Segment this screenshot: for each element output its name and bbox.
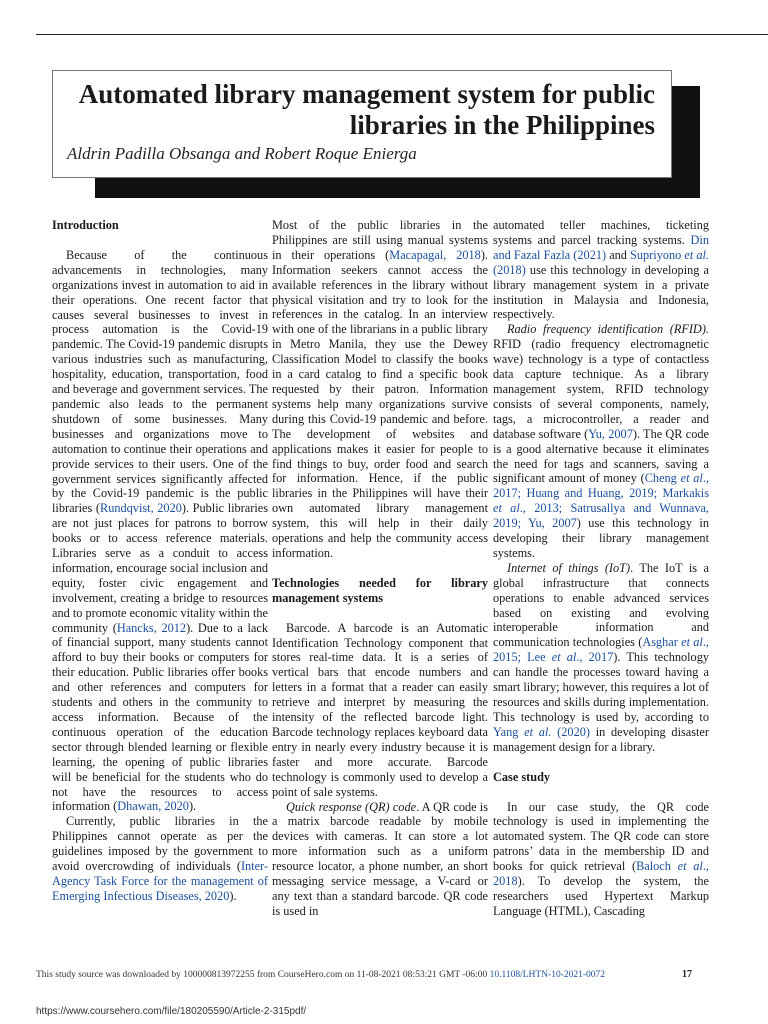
paragraph-case-study: In our case study, the QR code technology is used in implementing the automated system. The QR code can store patrons’ data in the membership ID and books for quick retrieval (Baloch et al., 2018). To develop the system, the researchers used Hypertext Markup Language (HTML), Cascading (493, 799, 709, 918)
source-url[interactable]: https://www.coursehero.com/file/180205590/Article-2-315pdf/ (36, 1006, 307, 1017)
citation-link[interactable]: Yang et al. (2020) (493, 724, 590, 739)
paragraph-intro-2: Currently, public libraries in the Philippines cannot operate as per the guidelines imposed by the government to avoid overcrowding of individuals (Inter-Agency Task Force for the management of Emerging Infectious Diseases, 2020). (52, 814, 268, 903)
citation-link[interactable]: Rundqvist, 2020 (100, 501, 182, 516)
doi-link[interactable]: 10.1108/LHTN-10-2021-0072 (489, 970, 606, 980)
column-1 (52, 218, 268, 904)
paragraph-manual-systems: Most of the public libraries in the Philippines are still using manual systems in their operations (Macapagal, 2018). Information seekers cannot access the available references in the library without physical visitation and try to look for the references in the catalog. In an interview with one of the librarians in a public library in Metro Manila, they use the Dewey Classification Model to classify the books in a card catalog to find a specific book requested by their patron. Information systems help many organizations survive during this Covid-19 pandemic and before. The development of websites and applications makes it easier for people to find things to buy, order food and search for information. Hence, if the public libraries in the Philippines will have their own automated library management system, this will help in their daily operations and help the community access information. (272, 218, 488, 560)
heading-technologies: Technologies needed for library management systems (272, 575, 488, 605)
page-number: 17 (682, 969, 692, 980)
citation-link[interactable]: Din and Fazal Fazla (2021) (493, 232, 709, 262)
column-3 (493, 218, 709, 919)
paragraph-intro-1: Because of the continuous advancements in technologies, many organizations invest in automation to aid in their operations. One recent factor that causes several businesses to invest in process automation is the Covid-19 pandemic. The Covid-19 pandemic disrupts various industries such as manufacturing, hospitality, education, transportation, food and beverage and government services. The pandemic also leads to the permanent shutdown of some businesses. Many businesses and organizations move to automation to continue their operations and provide services to their users. One of the government services significantly affected by the Covid-19 pandemic is the public libraries (Rundqvist, 2020). Public libraries are not just places for patrons to borrow books or to access reference materials. Libraries serve as a conduit to access information, encourage social inclusion and equity, foster civic engagement and involvement, creating a bridge to resources and to promote economic vitality within the community (Hancks, 2012). Due to a lack of financial support, many students cannot afford to buy their books or computers for their education. Public libraries offer books and other references and computers for students and others in the community to access information. Because of the continuous operation of the education sector through blended learning or flexible learning, the opening of public libraries will be beneficial for the students who do not have the resources to access information (Dhawan, 2020). (52, 247, 268, 814)
citation-link[interactable]: Hancks, 2012 (116, 620, 187, 635)
citation-link[interactable]: Cheng et al., 2017; Huang and Huang, 2019; Markakis et al., 2013; Satrusallya and Wunnava, 2019; Yu, 2007 (493, 471, 710, 531)
top-rule (36, 34, 768, 35)
citation-link[interactable]: Baloch et al., 2018 (493, 859, 709, 889)
citation-link[interactable]: Yu, 2007 (588, 426, 633, 441)
citation-link[interactable]: Inter-Agency Task Force for the management of Emerging Infectious Diseases, 2020 (52, 859, 268, 903)
paragraph-rfid: Radio frequency identification (RFID). RFID (radio frequency electromagnetic wave) technology is a type of contactless data capture technique. As a library management system, RFID technology consists of several components, namely, tags, a microcontroller, a reader and database software (Yu, 2007). The QR code is a good alternative because it eliminates the need for tags and scanners, saving a significant amount of money (Cheng et al., 2017; Huang and Huang, 2019; Markakis et al., 2013; Satrusallya and Wunnava, 2019; Yu, 2007) use this technology in developing their library management systems. (493, 322, 710, 560)
citation-link[interactable]: Supriyono et al. (2018) (493, 247, 709, 277)
citation-link[interactable]: Dhawan, 2020 (117, 799, 189, 814)
footer-download-note: This study source was downloaded by 100000813972255 from CourseHero.com on 11-08-2021 08:53:21 GMT -06:00 (36, 970, 488, 980)
heading-case-study: Case study (493, 769, 551, 784)
page-footer (36, 970, 694, 980)
column-2 (272, 218, 488, 919)
paragraph-barcode: Barcode. A barcode is an Automatic Identification Technology component that stores real-time data. It is a series of vertical bars that encode numbers and letters in a format that a reader can easily retrieve and interpret by measuring the intensity of the reflected barcode light. Barcode technology replaces keyboard data entry in nearly every industry because it is faster and more accurate. Barcode technology is commonly used to develop a point of sale systems. (272, 620, 488, 799)
heading-introduction: Introduction (52, 218, 119, 232)
paragraph-qr-usage: automated teller machines, ticketing systems and parcel tracking systems. Din and Fazal Fazla (2021) and Supriyono et al. (2018) use this technology in developing a library management system in a private institution in Malaysia and Indonesia, respectively. (493, 218, 709, 322)
citation-link[interactable]: Macapagal, 2018 (389, 247, 481, 262)
article-title: Automated library management system for public libraries in the Philippines (78, 79, 655, 140)
paragraph-iot: Internet of things (IoT). The IoT is a global infrastructure that connects operations to enable advanced services based on existing and evolving interoperable information and communication technologies (Asghar et al., 2015; Lee et al., 2017). This technology can handle the processes toward having a smart library; however, this requires a lot of resources and skills during implementation. This technology is used by, according to Yang et al. (2020) in developing disaster management design for a library. (493, 560, 710, 754)
paragraph-qr-code: Quick response (QR) code. A QR code is a matrix barcode readable by mobile devices with cameras. It can store a lot more information such as a uniform resource locator, a phone number, an short messaging service message, a V-card or any text than a standard barcode. QR code is used in (272, 799, 488, 918)
title-box (52, 70, 672, 178)
article-authors: Aldrin Padilla Obsanga and Robert Roque Enierga (67, 144, 417, 163)
citation-link[interactable]: Asghar et al., 2015; Lee et al., 2017 (493, 635, 710, 665)
